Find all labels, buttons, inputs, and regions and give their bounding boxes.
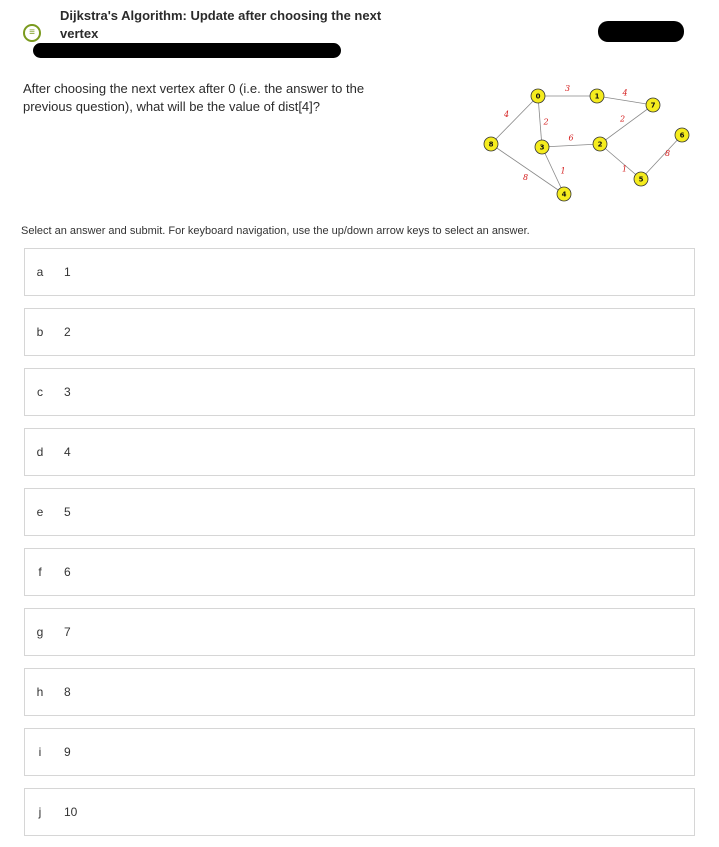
answer-option-e[interactable]	[24, 488, 695, 536]
answer-option-d[interactable]	[24, 428, 695, 476]
edge-weight-label: 1	[621, 164, 628, 174]
edge-weight-label: 4	[503, 110, 510, 119]
option-letter: a	[36, 265, 44, 279]
option-text: 4	[64, 445, 71, 459]
graph-edge-8-0	[491, 96, 538, 144]
option-letter: f	[38, 565, 42, 579]
instructions-text: Select an answer and submit. For keyboard navigation, use the up/down arrow keys to select an answer.	[21, 225, 530, 237]
option-text: 9	[64, 745, 71, 759]
redacted-badge	[598, 21, 684, 42]
option-text: 1	[64, 265, 71, 279]
svg-text:0: 0	[535, 92, 541, 101]
redacted-subtitle	[33, 43, 341, 58]
option-letter: c	[37, 385, 43, 399]
graph-node-5	[634, 172, 648, 186]
page-title: Dijkstra's Algorithm: Update after choosing the next vertex	[60, 8, 382, 41]
svg-text:2: 2	[597, 140, 603, 149]
edge-weight-label: 4	[622, 88, 628, 98]
graph-node-1	[590, 89, 604, 103]
answer-option-c[interactable]	[24, 368, 695, 416]
answer-option-j[interactable]	[24, 788, 695, 836]
graph-node-6	[675, 128, 689, 142]
graph-node-0	[531, 89, 545, 103]
option-letter: j	[38, 805, 42, 819]
quiz-list-icon: ≡	[23, 24, 41, 42]
option-text: 10	[64, 805, 78, 819]
option-letter: e	[36, 505, 44, 519]
option-text: 8	[64, 685, 71, 699]
answer-option-b[interactable]	[24, 308, 695, 356]
graph-figure	[470, 74, 700, 214]
answer-option-h[interactable]	[24, 668, 695, 716]
svg-text:8: 8	[488, 140, 494, 149]
option-letter: i	[38, 745, 42, 759]
graph-edge-2-7	[600, 105, 653, 144]
option-letter: h	[36, 685, 44, 699]
svg-text:1: 1	[594, 92, 600, 101]
edge-weight-label: 2	[543, 117, 549, 127]
edge-weight-label: 2	[619, 114, 626, 124]
option-text: 6	[64, 565, 71, 579]
graph-node-4	[557, 187, 571, 201]
svg-text:7: 7	[650, 101, 656, 110]
graph-node-2	[593, 137, 607, 151]
option-text: 5	[64, 505, 71, 519]
edge-weight-label: 8	[664, 149, 671, 158]
option-text: 2	[64, 325, 71, 339]
answer-option-g[interactable]	[24, 608, 695, 656]
svg-text:5: 5	[638, 175, 644, 184]
graph-edge-2-5	[600, 144, 641, 179]
answer-option-a[interactable]	[24, 248, 695, 296]
svg-text:3: 3	[539, 143, 545, 152]
graph-edge-5-6	[641, 135, 682, 179]
edge-weight-label: 6	[568, 133, 574, 143]
graph-node-7	[646, 98, 660, 112]
edge-weight-label: 8	[522, 173, 529, 182]
header	[0, 0, 719, 62]
edge-weight-label: 3	[564, 84, 571, 93]
answer-option-f[interactable]	[24, 548, 695, 596]
graph-node-8	[484, 137, 498, 151]
graph-edge-8-4	[491, 144, 564, 194]
question-text: After choosing the next vertex after 0 (i.e. the answer to the previous question), what will be the value of dist[4]?	[23, 81, 365, 114]
option-text: 3	[64, 385, 71, 399]
option-letter: b	[36, 325, 44, 339]
option-text: 7	[64, 625, 71, 639]
graph-edge-0-3	[538, 96, 542, 147]
graph-node-3	[535, 140, 549, 154]
option-letter: d	[36, 445, 44, 459]
svg-text:6: 6	[679, 131, 685, 140]
svg-text:4: 4	[561, 190, 567, 199]
answer-option-i[interactable]	[24, 728, 695, 776]
graph-edge-3-2	[542, 144, 600, 147]
edge-weight-label: 1	[560, 166, 566, 176]
option-letter: g	[36, 625, 44, 639]
